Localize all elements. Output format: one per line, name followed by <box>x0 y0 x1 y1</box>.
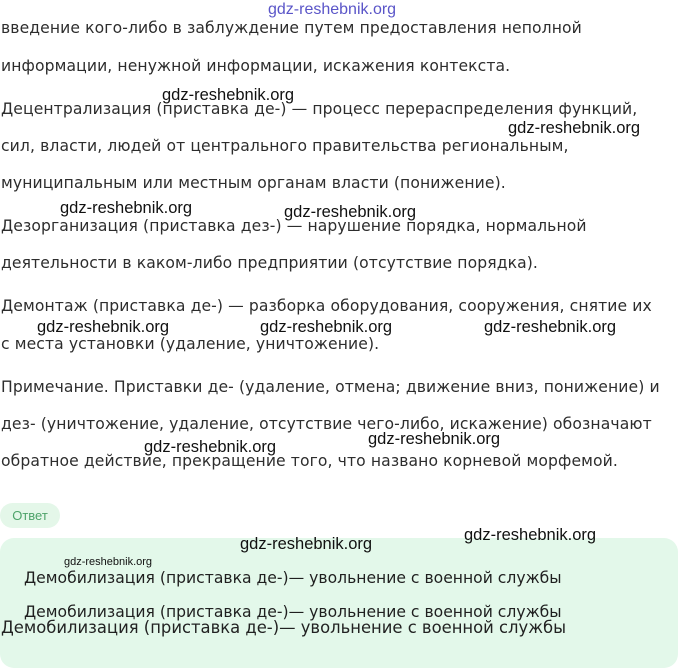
body-line: с места установки (удаление, уничтожение). <box>1 335 380 353</box>
watermark: gdz-reshebnik.org <box>60 199 193 217</box>
watermark: gdz-reshebnik.org <box>464 526 597 544</box>
watermark: gdz-reshebnik.org <box>368 430 501 448</box>
body-line: Децентрализация (приставка де-) — процесс перераспределения функций, <box>1 100 638 118</box>
answer-text: Демобилизация (приставка де-)— увольнение с военной службы <box>24 569 562 587</box>
body-line: деятельности в каком-либо предприятии (отсутствие порядка). <box>1 254 538 272</box>
watermark: gdz-reshebnik.org <box>144 438 277 456</box>
body-line: сил, власти, людей от центрального правительства региональным, <box>1 137 569 155</box>
body-line: Дезорганизация (приставка дез-) — нарушение порядка, нормальной <box>1 217 587 235</box>
watermark: gdz-reshebnik.org <box>37 318 170 336</box>
watermark: gdz-reshebnik.org <box>484 318 617 336</box>
body-line: информации, ненужной информации, искажения контекста. <box>1 57 511 75</box>
body-line: муниципальным или местным органам власти (понижение). <box>1 174 506 192</box>
answer-text-partial <box>24 603 562 611</box>
body-line: Демонтаж (приставка де-) — разборка оборудования, сооружения, снятие их <box>1 297 652 315</box>
watermark: gdz-reshebnik.org <box>284 203 417 221</box>
body-line: Примечание. Приставки де- (удаление, отмена; движение вниз, понижение) и <box>1 378 660 396</box>
body-line: введение кого-либо в заблуждение путем предоставления неполной <box>1 19 582 37</box>
watermark: gdz-reshebnik.org <box>240 535 373 553</box>
bottom-answer-text: Демобилизация (приставка де-)— увольнение с военной службы <box>1 618 567 637</box>
watermark: gdz-reshebnik.org <box>508 119 641 137</box>
body-line: дез- (уничтожение, удаление, отсутствие чего-либо, искажение) обозначают <box>1 415 652 433</box>
watermark-top: gdz-reshebnik.org <box>268 1 397 18</box>
watermark-small: gdz-reshebnik.org <box>64 556 153 568</box>
watermark: gdz-reshebnik.org <box>260 318 393 336</box>
watermark: gdz-reshebnik.org <box>162 86 295 104</box>
body-line: обратное действие, прекращение того, что названо корневой морфемой. <box>1 452 618 470</box>
answer-badge: Ответ <box>0 503 60 528</box>
